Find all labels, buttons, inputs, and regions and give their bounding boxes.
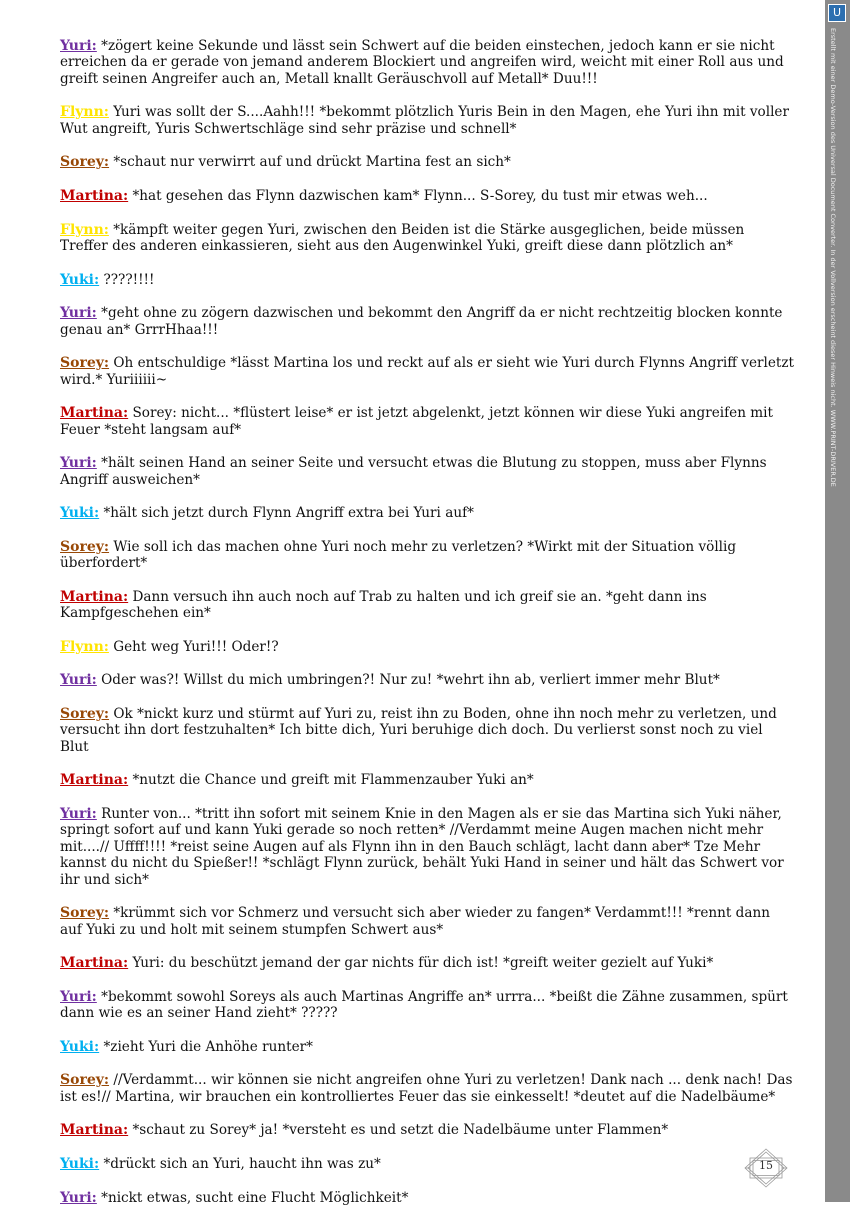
speaker-name: Yuri: xyxy=(60,1189,97,1206)
dialogue-entry xyxy=(60,222,795,255)
dialogue-entry xyxy=(60,706,795,755)
speaker-name: Sorey: xyxy=(60,355,110,372)
dialogue-entry xyxy=(60,1039,795,1055)
dialogue-text: Oh entschuldige *lässt Martina los und reckt auf als er sieht wie Yuri durch Flynns Angriff verletzt wird.* Yuriiiiii~ xyxy=(60,355,794,388)
dialogue-text: //Verdammt... wir können sie nicht angreifen ohne Yuri zu verletzen! Dank nach ... denk nach! Das ist es!// Martina, wir brauchen ein kontrolliertes Feuer das sie einkesselt! *deutet auf die Nadelbäume* xyxy=(60,1072,793,1105)
speaker-name: Sorey: xyxy=(60,705,110,722)
page-number: 15 xyxy=(759,1159,773,1172)
demo-watermark-sidebar xyxy=(825,0,850,1202)
speaker-name: Yuri: xyxy=(60,305,97,322)
dialogue-entry xyxy=(60,806,795,888)
dialogue-text: *geht ohne zu zögern dazwischen und bekommt den Angriff da er nicht rechtzeitig blocken konnte genau an* GrrrHhaa!!! xyxy=(60,305,783,338)
watermark-text: Erstellt mit einer Demo-Version des Universal Document Converter. In der Vollversion erscheint dieser Hinweis nicht. WWW.PRINT-DRIVER.DE xyxy=(829,28,837,487)
speaker-name: Flynn: xyxy=(60,221,109,238)
dialogue-entry xyxy=(60,989,795,1022)
dialogue-text: ????!!!! xyxy=(103,271,155,288)
dialogue-text: *zieht Yuri die Anhöhe runter* xyxy=(103,1038,313,1055)
dialogue-text: Sorey: nicht... *flüstert leise* er ist jetzt abgelenkt, jetzt können wir diese Yuki angreifen mit Feuer *steht langsam auf* xyxy=(60,405,773,438)
dialogue-text: *nutzt die Chance und greift mit Flammenzauber Yuki an* xyxy=(132,772,534,789)
dialogue-entry xyxy=(60,505,795,521)
dialogue-text: *kämpft weiter gegen Yuri, zwischen den Beiden ist die Stärke ausgeglichen, beide müssen Treffer des anderen einkassieren, sieht aus den Augenwinkel Yuki, greift diese dann plötzlich an* xyxy=(60,221,745,254)
speaker-name: Yuri: xyxy=(60,455,97,472)
dialogue-text: Wie soll ich das machen ohne Yuri noch mehr zu verletzen? *Wirkt mit der Situation völlig überfordert* xyxy=(60,538,737,572)
dialogue-text: *drückt sich an Yuri, haucht ihn was zu* xyxy=(103,1155,381,1172)
dialogue-entry xyxy=(60,955,795,971)
speaker-name: Martina: xyxy=(60,1122,129,1139)
dialogue-entry xyxy=(60,589,795,622)
dialogue-entry xyxy=(60,539,795,572)
dialogue-text: Yuri: du beschützt jemand der gar nichts für dich ist! *greift weiter gezielt auf Yuki* xyxy=(132,955,714,972)
speaker-name: Martina: xyxy=(60,188,129,204)
dialogue-entry xyxy=(60,104,795,137)
speaker-name: Yuri: xyxy=(60,672,97,689)
speaker-name: Martina: xyxy=(60,955,129,972)
dialogue-text: Geht weg Yuri!!! Oder!? xyxy=(113,638,279,655)
dialogue-entry xyxy=(60,1156,795,1172)
dialogue-text: Dann versuch ihn auch noch auf Trab zu halten und ich greif sie an. *geht dann ins Kampfgeschehen ein* xyxy=(60,588,707,622)
speaker-name: Yuki: xyxy=(60,271,100,288)
dialogue-entry xyxy=(60,272,795,288)
dialogue-text: Oder was?! Willst du mich umbringen?! Nur zu! *wehrt ihn ab, verliert immer mehr Blut* xyxy=(101,672,720,689)
dialogue-entry xyxy=(60,38,795,87)
speaker-name: Sorey: xyxy=(60,905,110,922)
dialogue-entry xyxy=(60,772,795,788)
speaker-name: Martina: xyxy=(60,405,129,422)
dialogue-entry xyxy=(60,905,795,938)
dialogue-entry xyxy=(60,188,795,204)
dialogue-entry xyxy=(60,305,795,338)
speaker-name: Sorey: xyxy=(60,538,110,555)
dialogue-text: *hält seinen Hand an seiner Seite und versucht etwas die Blutung zu stoppen, muss aber Flynns Angriff ausweichen* xyxy=(60,455,767,488)
speaker-name: Yuki: xyxy=(60,1155,100,1172)
speaker-name: Yuki: xyxy=(60,505,100,522)
dialogue-entry xyxy=(60,1122,795,1138)
speaker-name: Yuri: xyxy=(60,988,97,1005)
dialogue-entry xyxy=(60,154,795,170)
speaker-name: Sorey: xyxy=(60,1072,110,1089)
dialogue-entry xyxy=(60,1072,795,1105)
speaker-name: Sorey: xyxy=(60,154,110,171)
dialogue-entry xyxy=(60,1190,795,1206)
dialogue-text: *krümmt sich vor Schmerz und versucht sich aber wieder zu fangen* Verdammt!!! *rennt dann auf Yuki zu und holt mit seinem stumpfen Schwert aus* xyxy=(60,905,771,938)
dialogue-entry xyxy=(60,355,795,388)
dialogue-text: *hat gesehen das Flynn dazwischen kam* Flynn... S-Sorey, du tust mir etwas weh... xyxy=(132,188,708,204)
dialogue-entry xyxy=(60,405,795,438)
dialogue-entry xyxy=(60,672,795,688)
speaker-name: Martina: xyxy=(60,588,129,605)
dialogue-text: *schaut nur verwirrt auf und drückt Martina fest an sich* xyxy=(113,154,511,171)
speaker-name: Yuri: xyxy=(60,38,97,54)
dialogue-text: *schaut zu Sorey* ja! *versteht es und setzt die Nadelbäume unter Flammen* xyxy=(132,1122,669,1139)
speaker-name: Yuri: xyxy=(60,805,97,822)
dialogue-entry xyxy=(60,639,795,655)
dialogue-text: Ok *nickt kurz und stürmt auf Yuri zu, reist ihn zu Boden, ohne ihn noch mehr zu verletzen, und versucht ihn dort festzuhalten* Ich bitte dich, Yuri beruhige dich doch. Du verlierst sonst noch zu viel Blut xyxy=(60,705,777,755)
page-number-badge xyxy=(744,1148,788,1188)
dialogue-text: *zögert keine Sekunde und lässt sein Schwert auf die beiden einstechen, jedoch kann er sie nicht erreichen da er gerade von jemand anderem Blockiert und angreifen wird, weicht mit einer Roll aus und greift seinen Angreifer auch an, Metall knallt Geräuschvoll auf Metall* Duu!!! xyxy=(60,38,784,87)
dialogue-text: *nickt etwas, sucht eine Flucht Möglichkeit* xyxy=(101,1189,409,1206)
dialogue-text: Runter von... *tritt ihn sofort mit seinem Knie in den Magen als er sie das Martina sich Yuki näher, springt sofort auf und kann Yuki gerade so noch retten* //Verdammt meine Augen machen nicht mehr mit....// Uffff!!!! *reist seine Augen auf als Flynn ihn in den Bauch schlägt, lacht dann aber* Tze Mehr kannst du nicht du Spießer!! *schlägt Flynn zurück, behält Yuki Hand in seiner und hält das Schwert vor ihr und sich* xyxy=(60,805,784,888)
converter-logo-icon: U xyxy=(828,4,846,22)
speaker-name: Martina: xyxy=(60,772,129,789)
dialogue-text: *bekommt sowohl Soreys als auch Martinas Angriffe an* urrra... *beißt die Zähne zusammen, spürt dann wie es an seiner Hand zieht* ????? xyxy=(60,988,788,1022)
dialogue-text: Yuri was sollt der S....Aahh!!! *bekommt plötzlich Yuris Bein in den Magen, ehe Yuri ihn mit voller Wut angreift, Yuris Schwertschläge sind sehr präzise und schnell* xyxy=(60,104,789,137)
speaker-name: Flynn: xyxy=(60,638,109,655)
dialogue-page xyxy=(60,38,795,1223)
dialogue-text: *hält sich jetzt durch Flynn Angriff extra bei Yuri auf* xyxy=(103,505,474,522)
speaker-name: Flynn: xyxy=(60,104,109,121)
dialogue-entry xyxy=(60,455,795,488)
speaker-name: Yuki: xyxy=(60,1038,100,1055)
